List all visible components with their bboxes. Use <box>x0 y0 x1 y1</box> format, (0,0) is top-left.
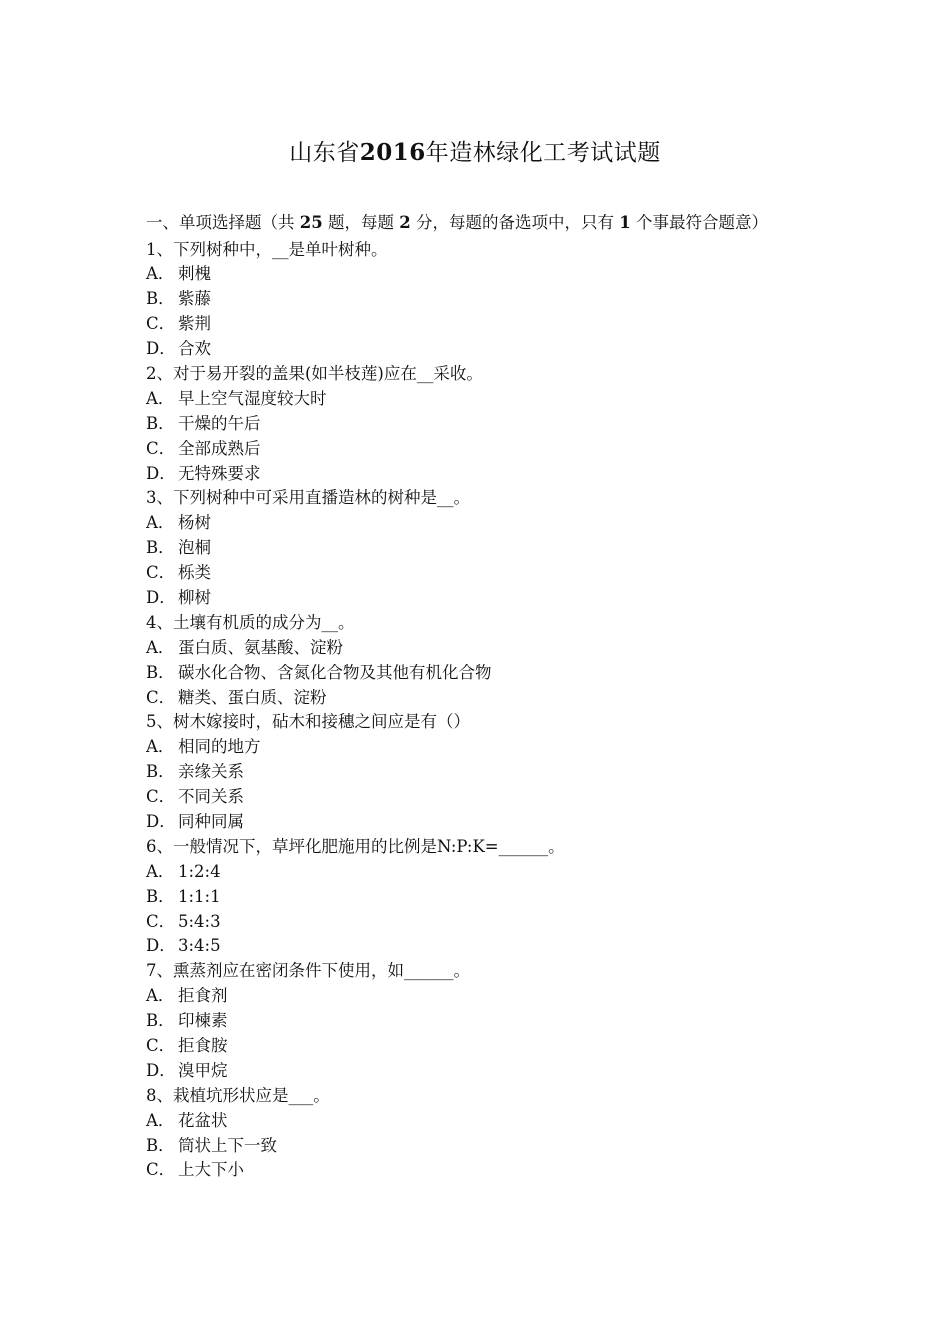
option-text: 溴甲烷 <box>178 1060 228 1080</box>
option-text: 栎类 <box>178 563 211 583</box>
answer-count: 1 <box>619 213 631 232</box>
question-stem: 2、对于易开裂的盖果(如半枝莲)应在__采收。 <box>146 363 483 383</box>
section-text-4: 个事最符合题意） <box>635 213 768 232</box>
answer-option <box>146 287 810 312</box>
answer-option <box>146 910 810 935</box>
question-stem: 6、一般情况下，草坪化肥施用的比例是N:P:K=______。 <box>146 836 565 856</box>
option-letter: D． <box>146 339 176 359</box>
option-text: 合欢 <box>178 339 211 359</box>
answer-option <box>146 511 810 536</box>
option-letter: B． <box>146 662 175 682</box>
option-letter: C． <box>146 563 176 583</box>
option-letter: B． <box>146 886 175 906</box>
title-prefix: 山东省 <box>289 140 360 166</box>
answer-option <box>146 1134 810 1159</box>
option-letter: C． <box>146 787 176 807</box>
option-text: 杨树 <box>178 513 211 533</box>
answer-option <box>146 860 810 885</box>
option-text: 紫荆 <box>178 314 211 334</box>
option-letter: A． <box>146 861 175 881</box>
option-text: 干燥的午后 <box>178 413 261 433</box>
option-text: 同种同属 <box>178 811 244 831</box>
title-year: 2016 <box>359 139 426 166</box>
option-text: 拒食胺 <box>178 1036 228 1055</box>
answer-option <box>146 1034 810 1059</box>
option-letter: D． <box>146 587 176 607</box>
section-text-1: 一、单项选择题（共 <box>146 213 295 232</box>
option-text: 印楝素 <box>178 1011 228 1031</box>
option-text: 1:1:1 <box>178 886 221 906</box>
answer-option <box>146 760 810 785</box>
answer-option <box>146 785 810 810</box>
option-text: 5:4:3 <box>178 911 221 931</box>
answer-option <box>146 337 810 362</box>
option-text: 全部成熟后 <box>178 438 261 458</box>
option-text: 早上空气湿度较大时 <box>178 388 327 408</box>
answer-option <box>146 412 810 437</box>
option-letter: C． <box>146 1036 176 1055</box>
option-letter: B． <box>146 762 175 782</box>
document-title <box>0 136 950 170</box>
section-text-2: 题，每题 <box>327 213 394 232</box>
question-stem: 4、土壤有机质的成分为__。 <box>146 612 355 632</box>
option-letter: C． <box>146 687 176 707</box>
option-letter: B． <box>146 1011 175 1031</box>
option-letter: B． <box>146 413 175 433</box>
answer-option <box>146 536 810 561</box>
option-text: 蛋白质、氨基酸、淀粉 <box>178 637 343 657</box>
option-text: 3:4:5 <box>178 936 221 956</box>
option-letter: B． <box>146 1135 175 1155</box>
answer-option <box>146 312 810 337</box>
question-list <box>146 238 810 1184</box>
answer-option <box>146 462 810 487</box>
option-text: 筒状上下一致 <box>178 1135 277 1155</box>
answer-option <box>146 262 810 287</box>
option-text: 相同的地方 <box>178 737 261 757</box>
question-points: 2 <box>399 213 411 232</box>
option-text: 紫藤 <box>178 289 211 309</box>
option-text: 不同关系 <box>178 787 244 807</box>
option-letter: B． <box>146 538 175 558</box>
option-letter: C． <box>146 1160 176 1180</box>
option-letter: A． <box>146 264 175 284</box>
answer-option <box>146 1009 810 1034</box>
answer-option <box>146 661 810 686</box>
answer-option <box>146 686 810 711</box>
document-body <box>146 211 810 1183</box>
option-letter: A． <box>146 388 175 408</box>
option-letter: A． <box>146 637 175 657</box>
answer-option <box>146 984 810 1009</box>
answer-option <box>146 387 810 412</box>
answer-option <box>146 1109 810 1134</box>
option-letter: D． <box>146 463 176 483</box>
section-text-3: 分，每题的备选项中，只有 <box>415 213 614 232</box>
answer-option <box>146 810 810 835</box>
answer-option <box>146 1059 810 1084</box>
question-count: 25 <box>299 213 323 232</box>
option-letter: D． <box>146 1060 176 1080</box>
answer-option <box>146 735 810 760</box>
option-text: 无特殊要求 <box>178 463 261 483</box>
option-text: 刺槐 <box>178 264 211 284</box>
question-stem: 3、下列树种中可采用直播造林的树种是__。 <box>146 488 470 508</box>
answer-option <box>146 437 810 462</box>
question-stem: 1、下列树种中，__是单叶树种。 <box>146 239 388 259</box>
option-text: 糖类、蛋白质、淀粉 <box>178 687 327 707</box>
question-stem: 5、树木嫁接时，砧木和接穗之间应是有（） <box>146 712 470 732</box>
option-letter: A． <box>146 1110 175 1130</box>
option-letter: C． <box>146 438 176 458</box>
option-letter: C． <box>146 314 176 334</box>
option-letter: D． <box>146 936 176 956</box>
option-letter: B． <box>146 289 175 309</box>
option-text: 碳水化合物、含氮化合物及其他有机化合物 <box>178 662 492 682</box>
option-text: 拒食剂 <box>178 986 228 1006</box>
answer-option <box>146 586 810 611</box>
option-text: 1:2:4 <box>178 861 221 881</box>
option-text: 泡桐 <box>178 538 211 558</box>
option-letter: D． <box>146 811 176 831</box>
option-letter: A． <box>146 986 175 1006</box>
option-letter: C． <box>146 911 176 931</box>
question-stem: 8、栽植坑形状应是___。 <box>146 1085 330 1105</box>
answer-option <box>146 934 810 959</box>
question-stem: 7、熏蒸剂应在密闭条件下使用，如______。 <box>146 961 470 981</box>
title-suffix: 年造林绿化工考试试题 <box>425 140 661 166</box>
answer-option <box>146 1158 810 1183</box>
section-heading <box>146 211 810 236</box>
option-text: 花盆状 <box>178 1110 228 1130</box>
answer-option <box>146 636 810 661</box>
option-letter: A． <box>146 737 175 757</box>
answer-option <box>146 561 810 586</box>
option-text: 亲缘关系 <box>178 762 244 782</box>
option-letter: A． <box>146 513 175 533</box>
option-text: 柳树 <box>178 587 211 607</box>
answer-option <box>146 885 810 910</box>
option-text: 上大下小 <box>178 1160 244 1180</box>
